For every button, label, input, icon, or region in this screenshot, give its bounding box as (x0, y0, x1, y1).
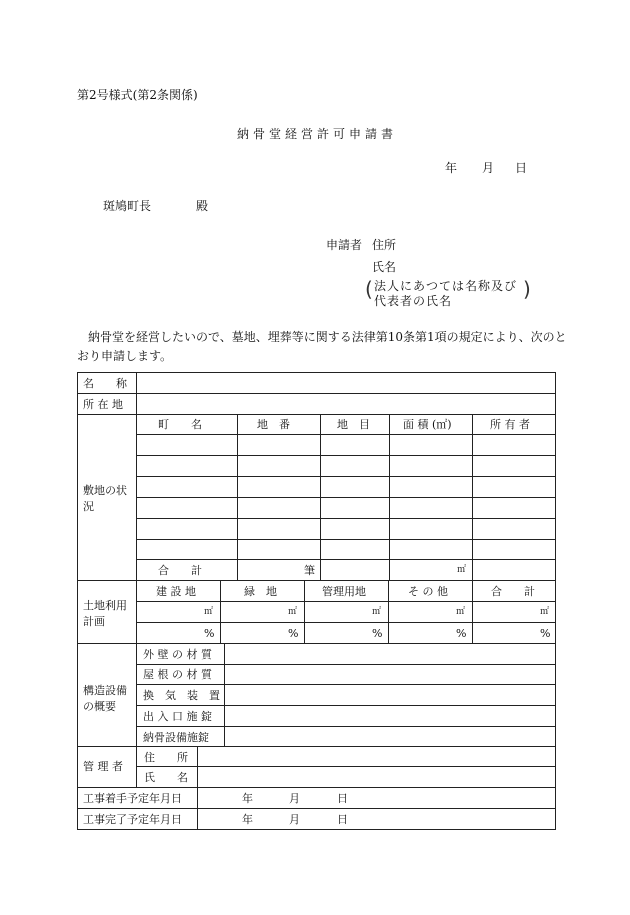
addressee-honorific: 殿 (196, 199, 209, 213)
structure-label: 構造設備 (83, 684, 127, 697)
percent-unit-1: % (204, 627, 215, 640)
area-unit-1: ㎡ (204, 607, 214, 617)
left-paren-mark: ( (365, 277, 373, 301)
applicant-name-label: 氏名 (372, 260, 397, 274)
corp-note-line2: 代表者の氏名 (374, 294, 453, 308)
percent-unit-3: % (372, 627, 383, 640)
body-text-line2: おり申請します。 (77, 349, 173, 363)
applicant-label: 申請者 (326, 238, 363, 252)
form-number: 第2号様式(第2条関係) (77, 88, 198, 102)
area-unit-5: ㎡ (540, 607, 550, 617)
landuse-header-other: そ の 他 (408, 585, 448, 598)
manager-label: 管 理 者 (83, 760, 123, 773)
landuse-header-total: 合 計 (491, 585, 535, 598)
site-total-label: 合 計 (158, 564, 202, 577)
area-unit-3: ㎡ (372, 607, 382, 617)
area-unit-4: ㎡ (456, 607, 466, 617)
landuse-label-line2: 計画 (83, 615, 105, 628)
start-date-label: 工事着手予定年月日 (83, 792, 182, 805)
start-date-year: 年 (242, 792, 253, 805)
name-label: 名 称 (83, 377, 127, 390)
end-date-month: 月 (289, 813, 300, 826)
start-date-month: 月 (289, 792, 300, 805)
site-label-line2: 況 (83, 500, 94, 513)
percent-unit-4: % (456, 627, 467, 640)
structure-item-wall: 外 壁 の 材 質 (143, 648, 212, 661)
structure-item-ventilation: 換 気 装 置 (143, 689, 220, 702)
landuse-header-building: 建 設 地 (156, 585, 196, 598)
site-header-lot: 地 番 (257, 418, 290, 431)
manager-address-label: 住 所 (144, 751, 188, 764)
structure-item-entrance-lock: 出 入 口 施 錠 (143, 710, 212, 723)
site-label: 敷地の状 (83, 484, 127, 497)
percent-unit-5: % (540, 627, 551, 640)
corp-note-line1: 法人にあつては名称及び (374, 279, 518, 293)
landuse-label: 土地利用 (83, 599, 127, 612)
end-date-day: 日 (337, 813, 348, 826)
percent-unit-2: % (288, 627, 299, 640)
date-month: 月 (482, 161, 495, 175)
site-header-area: 面 積 (㎡) (403, 418, 452, 431)
manager-name-label: 氏 名 (144, 771, 188, 784)
site-header-category: 地 目 (337, 418, 370, 431)
site-header-town: 町 名 (158, 418, 202, 431)
date-day: 日 (515, 161, 528, 175)
body-text-line1: 納骨堂を経営したいので、墓地、埋葬等に関する法律第10条第1項の規定により、次のと (88, 330, 567, 344)
right-paren-mark: ) (523, 277, 531, 301)
site-header-owner: 所 有 者 (490, 418, 530, 431)
addressee-name: 斑鳩町長 (103, 199, 152, 213)
area-unit-2: ㎡ (288, 607, 298, 617)
site-total-unit: 筆 (304, 564, 315, 577)
landuse-header-green: 緑 地 (244, 585, 277, 598)
landuse-header-management: 管理用地 (322, 585, 366, 598)
structure-item-ossuary-lock: 納骨設備施錠 (143, 731, 209, 744)
structure-item-roof: 屋 根 の 材 質 (143, 668, 212, 681)
end-date-label: 工事完了予定年月日 (83, 813, 182, 826)
structure-label-line2: の概要 (83, 700, 116, 713)
start-date-day: 日 (337, 792, 348, 805)
end-date-year: 年 (242, 813, 253, 826)
page-title: 納骨堂経営許可申請書 (237, 127, 398, 141)
date-year: 年 (445, 161, 458, 175)
site-area-unit: ㎡ (457, 565, 467, 575)
applicant-address-label: 住所 (372, 238, 397, 252)
location-label: 所 在 地 (83, 398, 123, 411)
